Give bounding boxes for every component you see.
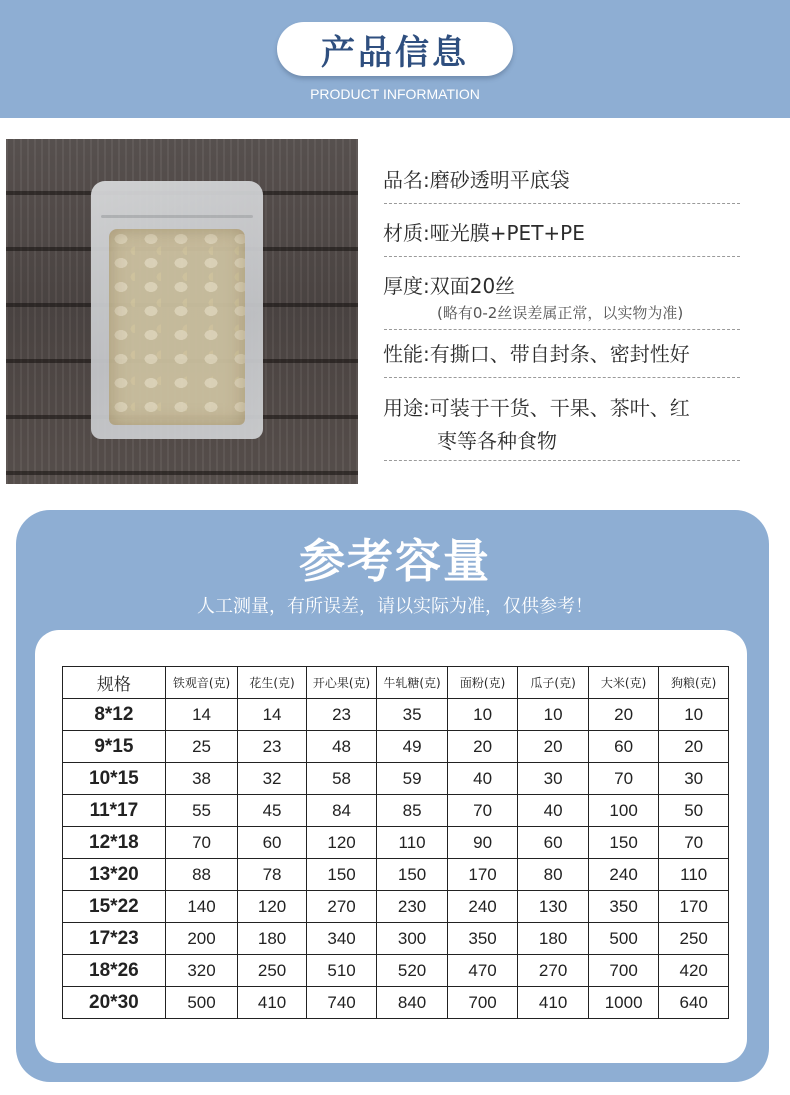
spec-thickness-note: (略有0-2丝误差属正常，以实物为准) — [437, 304, 684, 322]
table-cell: 38 — [165, 763, 238, 795]
table-size-cell: 12*18 — [63, 827, 166, 859]
table-cell: 10 — [659, 699, 729, 731]
table-cell: 10 — [518, 699, 589, 731]
table-cell: 58 — [306, 763, 377, 795]
table-cell: 320 — [165, 955, 238, 987]
table-cell: 510 — [306, 955, 377, 987]
table-size-cell: 17*23 — [63, 923, 166, 955]
table-cell: 30 — [659, 763, 729, 795]
table-size-cell: 15*22 — [63, 891, 166, 923]
spec-divider — [384, 329, 740, 330]
page-subtitle: PRODUCT INFORMATION — [310, 86, 480, 102]
table-cell: 500 — [588, 923, 659, 955]
table-cell: 240 — [447, 891, 518, 923]
table-cell: 250 — [659, 923, 729, 955]
table-cell: 14 — [165, 699, 238, 731]
table-cell: 70 — [447, 795, 518, 827]
table-cell: 270 — [306, 891, 377, 923]
table-cell: 40 — [518, 795, 589, 827]
spec-usage-line1: 用途:可装于干货、干果、茶叶、红 — [383, 396, 690, 420]
table-cell: 130 — [518, 891, 589, 923]
table-size-cell: 9*15 — [63, 731, 166, 763]
table-cell: 420 — [659, 955, 729, 987]
pistachio-contents — [109, 229, 245, 425]
table-size-cell: 8*12 — [63, 699, 166, 731]
table-cell: 350 — [588, 891, 659, 923]
table-cell: 640 — [659, 987, 729, 1019]
table-cell: 140 — [165, 891, 238, 923]
table-size-cell: 20*30 — [63, 987, 166, 1019]
table-cell: 410 — [518, 987, 589, 1019]
header-banner — [0, 0, 790, 118]
table-row — [63, 859, 729, 891]
spec-divider — [384, 377, 740, 378]
table-cell: 170 — [659, 891, 729, 923]
zipper-seal — [101, 215, 253, 218]
table-size-cell: 10*15 — [63, 763, 166, 795]
page-title: 产品信息 — [321, 32, 469, 73]
table-header-cell: 瓜子(克) — [518, 667, 589, 699]
table-cell: 20 — [447, 731, 518, 763]
table-cell: 840 — [377, 987, 448, 1019]
table-cell: 150 — [306, 859, 377, 891]
table-cell: 85 — [377, 795, 448, 827]
table-cell: 520 — [377, 955, 448, 987]
table-cell: 49 — [377, 731, 448, 763]
table-cell: 48 — [306, 731, 377, 763]
table-cell: 80 — [518, 859, 589, 891]
table-cell: 60 — [518, 827, 589, 859]
table-cell: 110 — [659, 859, 729, 891]
table-row — [63, 955, 729, 987]
capacity-table — [62, 666, 729, 1019]
table-row — [63, 763, 729, 795]
table-cell: 10 — [447, 699, 518, 731]
table-cell: 300 — [377, 923, 448, 955]
table-cell: 150 — [588, 827, 659, 859]
table-cell: 90 — [447, 827, 518, 859]
table-cell: 55 — [165, 795, 238, 827]
spec-thickness: 厚度:双面20丝 — [383, 274, 516, 298]
spec-divider — [384, 203, 740, 204]
table-row — [63, 795, 729, 827]
table-row — [63, 891, 729, 923]
table-cell: 250 — [238, 955, 307, 987]
table-header-cell: 面粉(克) — [447, 667, 518, 699]
table-header-cell: 大米(克) — [588, 667, 659, 699]
table-cell: 40 — [447, 763, 518, 795]
table-cell: 1000 — [588, 987, 659, 1019]
table-cell: 60 — [588, 731, 659, 763]
table-cell: 20 — [659, 731, 729, 763]
table-cell: 120 — [238, 891, 307, 923]
table-cell: 50 — [659, 795, 729, 827]
table-row — [63, 923, 729, 955]
table-cell: 150 — [377, 859, 448, 891]
spec-divider — [384, 460, 740, 461]
table-row — [63, 699, 729, 731]
table-cell: 23 — [238, 731, 307, 763]
table-cell: 14 — [238, 699, 307, 731]
table-cell: 500 — [165, 987, 238, 1019]
table-cell: 470 — [447, 955, 518, 987]
table-cell: 230 — [377, 891, 448, 923]
table-cell: 60 — [238, 827, 307, 859]
table-cell: 25 — [165, 731, 238, 763]
table-cell: 35 — [377, 699, 448, 731]
table-size-cell: 18*26 — [63, 955, 166, 987]
table-cell: 100 — [588, 795, 659, 827]
table-header-cell: 铁观音(克) — [165, 667, 238, 699]
header-title-pill — [277, 22, 513, 76]
product-photo — [6, 139, 358, 484]
table-cell: 180 — [518, 923, 589, 955]
table-cell: 200 — [165, 923, 238, 955]
table-cell: 700 — [588, 955, 659, 987]
table-cell: 120 — [306, 827, 377, 859]
table-row — [63, 731, 729, 763]
spec-name: 品名:磨砂透明平底袋 — [383, 168, 570, 192]
table-cell: 70 — [588, 763, 659, 795]
table-cell: 180 — [238, 923, 307, 955]
table-cell: 45 — [238, 795, 307, 827]
table-cell: 23 — [306, 699, 377, 731]
table-body — [63, 699, 729, 1019]
spec-material: 材质:哑光膜+PET+PE — [383, 221, 585, 245]
table-cell: 410 — [238, 987, 307, 1019]
capacity-subtitle: 人工测量，有所误差，请以实际为准，仅供参考！ — [197, 596, 593, 617]
table-row — [63, 987, 729, 1019]
table-cell: 88 — [165, 859, 238, 891]
table-header-cell: 牛轧糖(克) — [377, 667, 448, 699]
table-cell: 700 — [447, 987, 518, 1019]
table-size-cell: 13*20 — [63, 859, 166, 891]
table-cell: 740 — [306, 987, 377, 1019]
table-cell: 20 — [588, 699, 659, 731]
table-cell: 30 — [518, 763, 589, 795]
table-cell: 78 — [238, 859, 307, 891]
table-header-cell: 花生(克) — [238, 667, 307, 699]
spec-divider — [384, 256, 740, 257]
table-cell: 20 — [518, 731, 589, 763]
table-cell: 59 — [377, 763, 448, 795]
table-cell: 110 — [377, 827, 448, 859]
table-cell: 340 — [306, 923, 377, 955]
capacity-title: 参考容量 — [299, 534, 491, 588]
table-cell: 32 — [238, 763, 307, 795]
table-header-cell: 规格 — [63, 667, 166, 699]
table-cell: 170 — [447, 859, 518, 891]
table-cell: 70 — [659, 827, 729, 859]
table-header-row — [63, 667, 729, 699]
table-header-cell: 开心果(克) — [306, 667, 377, 699]
spec-usage-line2: 枣等各种食物 — [437, 429, 557, 453]
table-cell: 270 — [518, 955, 589, 987]
table-cell: 84 — [306, 795, 377, 827]
table-cell: 350 — [447, 923, 518, 955]
table-size-cell: 11*17 — [63, 795, 166, 827]
table-row — [63, 827, 729, 859]
table-header-cell: 狗粮(克) — [659, 667, 729, 699]
spec-performance: 性能:有撕口、带自封条、密封性好 — [383, 342, 690, 366]
table-cell: 70 — [165, 827, 238, 859]
table-cell: 240 — [588, 859, 659, 891]
frosted-bag-image — [91, 181, 263, 439]
